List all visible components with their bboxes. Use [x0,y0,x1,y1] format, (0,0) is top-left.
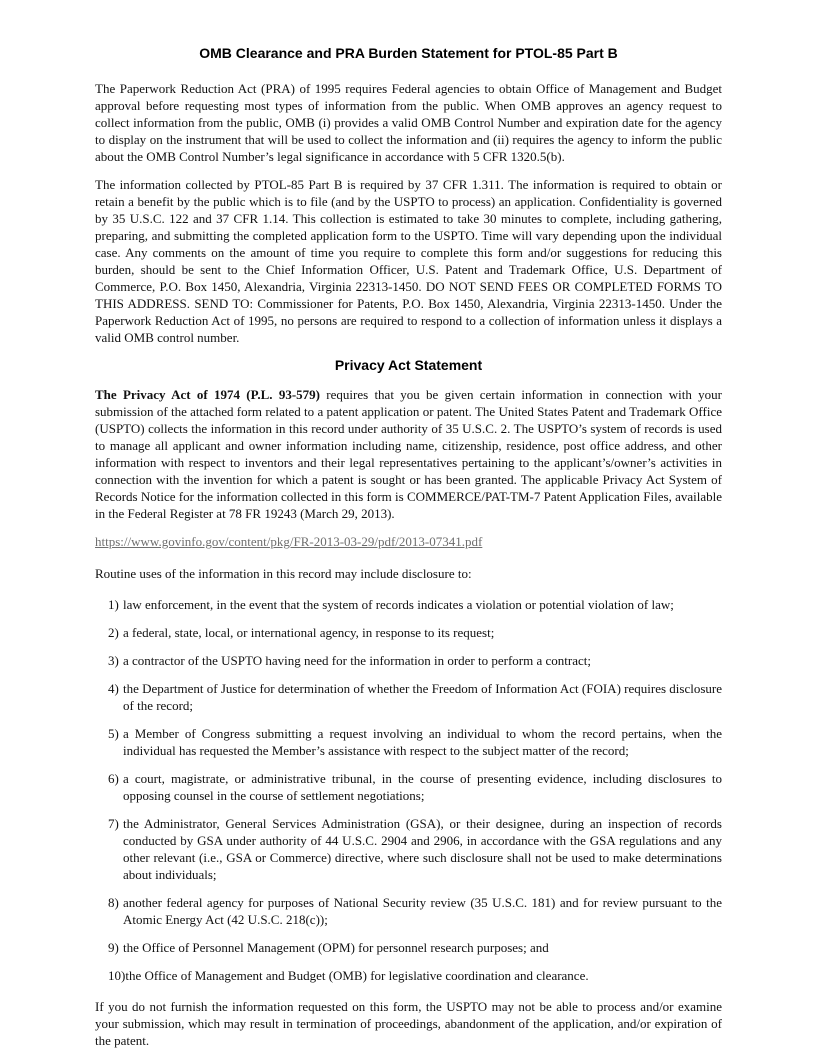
routine-use-text: law enforcement, in the event that the system of records indicates a violation or potential violation of law; [123,597,674,612]
routine-use-item-1 [95,596,722,613]
routine-use-number: 2) [108,625,119,640]
routine-uses-lead: Routine uses of the information in this record may include disclosure to: [95,566,472,581]
privacy-act-lead-rest: requires that you be given certain information in connection with your submission of the attached form related to a patent application or patent. The United States Patent and Trademark Office (USPTO) collects the information in this record under authority of 35 U.S.C. 2. The USPTO’s system of records is used to manage all applicant and owner information including name, citizenship, residence, post office address, and other information with respect to inventors and their legal representatives pertaining to the applicant’s/owner’s activities in connection with the invention for which a patent is sought or has been granted. The applicable Privacy Act System of Records Notice for the information collected in this form is COMMERCE/PAT-TM-7 Patent Application Files, available in the Federal Register at 78 FR 19243 (March 29, 2013). [95,387,722,521]
routine-use-text: another federal agency for purposes of National Security review (35 U.S.C. 181) and for review pursuant to the Atomic Energy Act (42 U.S.C. 218(c)); [123,895,722,927]
routine-use-item-3 [95,652,722,669]
routine-use-item-10 [95,967,722,984]
routine-use-item-5 [95,725,722,759]
routine-use-item-6 [95,770,722,804]
routine-use-text: a court, magistrate, or administrative tribunal, in the course of presenting evidence, including disclosures to opposing counsel in the course of settlement negotiations; [123,771,722,803]
routine-use-text: a contractor of the USPTO having need for the information in order to perform a contract; [123,653,591,668]
routine-use-number: 1) [108,597,119,612]
paragraph-closing: If you do not furnish the information requested on this form, the USPTO may not be able to process and/or examine your submission, which may result in termination of proceedings, abandonment of the application, and/or expiration of the patent. [95,999,722,1048]
routine-use-item-7 [95,815,722,883]
paragraph-pra-burden: The Paperwork Reduction Act (PRA) of 1995 requires Federal agencies to obtain Office of Management and Budget approval before requesting most types of information from the public. When OMB approves an agency request to collect information from the public, OMB (i) provides a valid OMB Control Number and expiration date for the agency to display on the instrument that will be used to collect the information and (ii) requires the agency to inform the public about the OMB Control Number’s legal significance in accordance with 5 CFR 1320.5(b). [95,81,722,164]
routine-use-item-2 [95,624,722,641]
routine-use-number: 7) [108,816,119,831]
routine-use-text: a Member of Congress submitting a request involving an individual to whom the record pertains, when the individual has requested the Member’s assistance with respect to the subject matter of the record; [123,726,722,758]
routine-uses-list [95,596,722,984]
routine-use-number: 4) [108,681,119,696]
routine-use-number: 8) [108,895,119,910]
routine-use-number: 10) [108,968,126,983]
routine-use-number: 3) [108,653,119,668]
routine-use-text: the Department of Justice for determination of whether the Freedom of Information Act (FOIA) requires disclosure of the record; [123,681,722,713]
routine-use-number: 9) [108,940,119,955]
federal-register-link[interactable]: https://www.govinfo.gov/content/pkg/FR-2013-03-29/pdf/2013-07341.pdf [95,534,483,549]
routine-use-text: a federal, state, local, or international agency, in response to its request; [123,625,495,640]
routine-use-text: the Office of Management and Budget (OMB) for legislative coordination and clearance. [125,968,589,983]
routine-use-text: the Office of Personnel Management (OPM) for personnel research purposes; and [123,940,549,955]
routine-use-item-8 [95,894,722,928]
document-title: OMB Clearance and PRA Burden Statement for PTOL-85 Part B [199,45,618,61]
link-line [95,533,722,550]
routine-use-text: the Administrator, General Services Administration (GSA), or their designee, during an inspection of records conducted by GSA under authority of 44 U.S.C. 2904 and 2906, in accordance with the GSA regulations and any other relevant (i.e., GSA or Commerce) directive, where such disclosure shall not be used to make determinations about individuals; [123,816,722,882]
privacy-act-lead-bold: The Privacy Act of 1974 (P.L. 93-579) [95,387,320,402]
routine-use-item-4 [95,680,722,714]
paragraph-privacy-act [95,386,722,522]
routine-use-number: 5) [108,726,119,741]
routine-use-number: 6) [108,771,119,786]
routine-use-item-9 [95,939,722,956]
privacy-act-heading: Privacy Act Statement [334,357,483,373]
paragraph-collection-requirement: The information collected by PTOL-85 Part B is required by 37 CFR 1.311. The information is required to obtain or retain a benefit by the public which is to file (and by the USPTO to process) an application. Confidentiality is governed by 35 U.S.C. 122 and 37 CFR 1.14. This collection is estimated to take 30 minutes to complete, including gathering, preparing, and submitting the completed application form to the USPTO. Time will vary depending upon the individual case. Any comments on the amount of time you require to complete this form and/or suggestions for reducing this burden, should be sent to the Chief Information Officer, U.S. Patent and Trademark Office, U.S. Department of Commerce, P.O. Box 1450, Alexandria, Virginia 22313-1450. DO NOT SEND FEES OR COMPLETED FORMS TO THIS ADDRESS. SEND TO: Commissioner for Patents, P.O. Box 1450, Alexandria, Virginia 22313-1450. Under the Paperwork Reduction Act of 1995, no persons are required to respond to a collection of information unless it displays a valid OMB control number. [95,177,722,345]
